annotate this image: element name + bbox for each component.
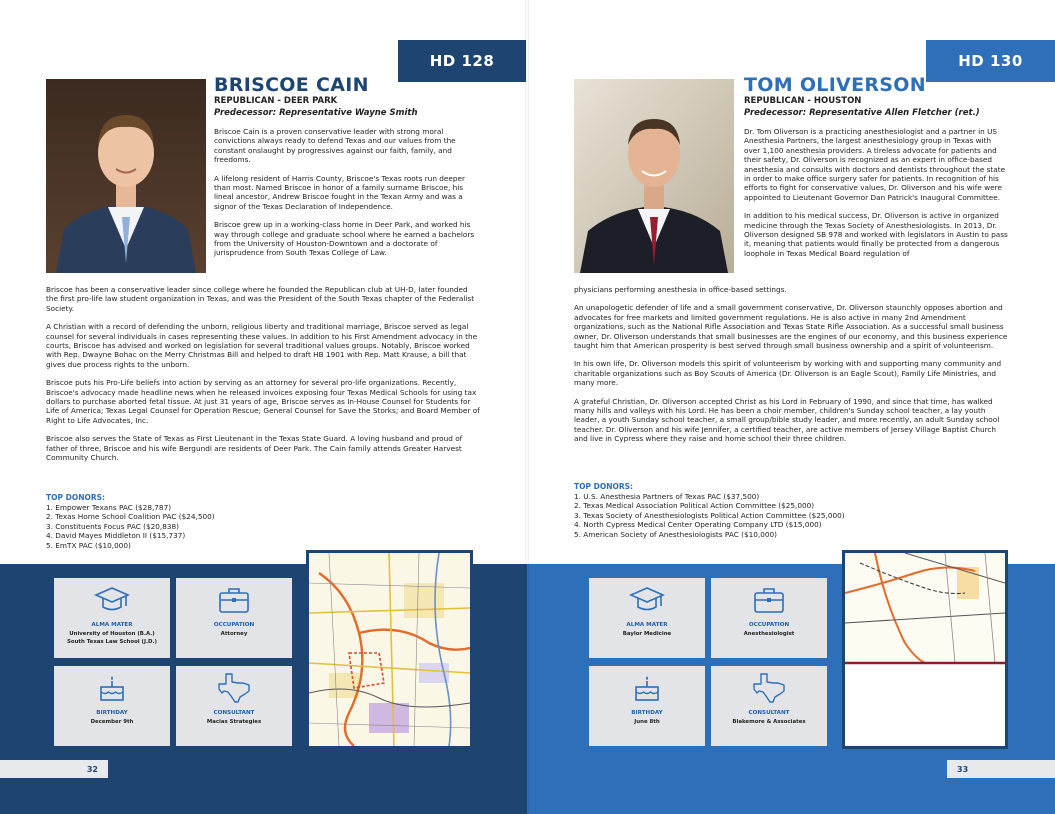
page-spine [525, 0, 529, 814]
alma-value: University of Houston (B.A.) [69, 631, 155, 637]
bio-paragraph: Briscoe puts his Pro-Life beliefs into action by serving as an attorney for several pro-life organizations. Recently, Briscoe's advocacy made headline news when he released invoices exposing four Texas Medical Schools for using tax dollars to purchase aborted fetal tissue. At just 31 years of age, Briscoe serves as In-House Counsel for Students for Life of America; Texas Legal Counsel for Operation Rescue; General Counsel for Save the Storks; and Board Member of Right to Life Advocates, Inc. [46, 378, 480, 425]
tile-label: CONSULTANT [748, 710, 790, 716]
bio-body [46, 285, 480, 472]
district-badge: HD 128 [398, 40, 526, 82]
bio-paragraph: A lifelong resident of Harris County, Briscoe's Texas roots run deeper than most. Named Briscoe in honor of a family surname Briscoe, his lineal ancestor, Andrew Briscoe fought in the Texan Army and was a signor of the Texas Declaration of Independence. [214, 173, 466, 211]
birthday-cake-icon [94, 672, 130, 704]
tile-label: OCCUPATION [748, 622, 790, 628]
tile-value [591, 631, 703, 639]
donors-heading: TOP DONORS: [46, 493, 106, 502]
donor-item: 1. U.S. Anesthesia Partners of Texas PAC ($37,500) [574, 491, 760, 501]
tile-label: BIRTHDAY [631, 710, 663, 716]
bio-paragraph: Dr. Tom Oliverson is a practicing anesthesiologist and a partner in US Anesthesia Partners, the largest anesthesiology group in Texas with over 1,100 anesthesia providers. A tireless advocate for patients and their safety, Dr. Oliverson is recognized as an expert in office-based anesthesia and consults with doctors and dentists throughout the state in order to make office surgery safer for patients. In recognition of his efforts to fight for conservative values, Dr. Oliverson and his wife were appointed to Lieutenant Governor Dan Patrick's Inaugural Committee. [744, 127, 1006, 202]
candidate-name: BRISCOE CAIN [214, 74, 369, 96]
candidate-predecessor: Predecessor: Representative Allen Fletcher (ret.) [744, 108, 980, 118]
alma-value: Baylor Medicine [622, 631, 672, 637]
occupation-tile [711, 578, 827, 658]
candidate-party: REPUBLICAN - HOUSTON [744, 96, 862, 106]
tile-value [56, 631, 168, 646]
bio-paragraph: In his own life, Dr. Oliverson models this spirit of volunteerism by working with and supporting many community and charitable organizations such as Boy Scouts of America (Dr. Oliverson is an Eagle Scout), Family Life Ministries, and many more. [574, 359, 1002, 388]
tile-value: Macias Strategies [206, 719, 262, 725]
top-donors [46, 493, 215, 551]
district-map [306, 550, 473, 749]
donor-item: 2. Texas Home School Coalition PAC ($24,500) [46, 512, 215, 522]
bio-intro [214, 127, 479, 267]
texas-outline-icon [216, 672, 252, 704]
tile-label: ALMA MATER [91, 622, 133, 628]
tile-label: OCCUPATION [213, 622, 255, 628]
candidate-photo [46, 79, 206, 273]
birthday-tile [54, 666, 170, 746]
tile-value: Blakemore & Associates [732, 719, 806, 725]
alma-value: South Texas Law School (J.D.) [66, 638, 157, 645]
page-number: 32 [0, 760, 108, 778]
donor-item: 3. Texas Society of Anesthesiologists Political Action Committee ($25,000) [574, 510, 845, 520]
donor-item: 4. David Mayes Middleton II ($15,737) [46, 531, 186, 541]
page-left [0, 0, 527, 814]
donor-item: 5. American Society of Anesthesiologists PAC ($10,000) [574, 529, 777, 539]
consultant-tile [176, 666, 292, 746]
district-badge: HD 130 [926, 40, 1055, 82]
birthday-tile [589, 666, 705, 746]
bio-paragraph: A Christian with a record of defending the unborn, religious liberty and traditional marriage, Briscoe served as legal counsel for several individuals in cases representing these values. In addition to his First Amendment advocacy in the courts, Briscoe has advised and worked on legislation for several traditional values groups. Notably, Briscoe worked with Rep. Dwayne Bohac on the Merry Christmas Bill and helped to draft HB 1901 with Rep. Matt Krause, a bill that gives due process rights to the unborn. [46, 322, 478, 369]
bio-paragraph: physicians performing anesthesia in office-based settings. [574, 285, 787, 294]
candidate-party: REPUBLICAN - DEER PARK [214, 96, 338, 106]
tile-label: ALMA MATER [626, 622, 668, 628]
tile-label: CONSULTANT [213, 710, 255, 716]
bio-paragraph: Briscoe Cain is a proven conservative leader with strong moral convictions always ready to defend Texas and our values from the constant onslaught by progressives against our faith, family, and freedoms. [214, 127, 456, 165]
graduation-cap-icon [629, 584, 665, 616]
donors-heading: TOP DONORS: [574, 482, 634, 491]
bio-body [574, 285, 1008, 453]
tile-label: BIRTHDAY [96, 710, 128, 716]
tile-value: December 9th [90, 719, 134, 725]
occupation-tile [176, 578, 292, 658]
donor-item: 4. North Cypress Medical Center Operating Company LTD ($15,000) [574, 520, 822, 530]
candidate-name: TOM OLIVERSON [744, 74, 926, 96]
donor-item: 2. Texas Medical Association Political Action Committee ($25,000) [574, 501, 815, 511]
briefcase-icon [751, 584, 787, 616]
top-donors [574, 482, 845, 540]
candidate-photo [574, 79, 734, 273]
candidate-predecessor: Predecessor: Representative Wayne Smith [214, 108, 418, 118]
district-map [842, 550, 1008, 749]
bio-paragraph: Briscoe grew up in a working-class home in Deer Park, and worked his way through college and graduate school where he earned a bachelors from the University of Houston-Downtown and a doctorate of jurisprudence from South Texas College of Law. [214, 220, 475, 258]
page-number: 33 [947, 760, 1055, 778]
tile-value: June 8th [634, 719, 660, 725]
bio-paragraph: An unapologetic defender of life and a small government conservative, Dr. Oliverson staunchly opposes abortion and advocates for free markets and limited government regulations. He is also active in many 2nd Amendment organizations, such as the National Rifle Association and Texas State Rifle Association. As a successful small business owner, Dr. Oliverson understands that small businesses are the engines of our economy, and this business experience taught him that American prosperity is best served through small business ownership and a spirit of volunteerism. [574, 303, 1008, 351]
bio-paragraph: In addition to his medical success, Dr. Oliverson is active in organized medicine through the Texas Society of Anesthesiologists. In 2013, Dr. Oliverson designed SB 978 and worked with legislators in Austin to pass it, meaning that patients would finally be protected from a dangerous loophole in Texas Medical Board regulation of [744, 211, 1008, 258]
alma-mater-tile [589, 578, 705, 658]
page-right [527, 0, 1055, 814]
graduation-cap-icon [94, 584, 130, 616]
birthday-cake-icon [629, 672, 665, 704]
donor-item: 3. Constituents Focus PAC ($20,838) [46, 521, 179, 531]
donor-item: 1. Empower Texans PAC ($28,787) [46, 502, 172, 512]
bio-paragraph: Briscoe has been a conservative leader since college where he founded the Republican club at UH-D, later founded the first pro-life law student organization in Texas, and was the President of the South Texas chapter of the Federalist Society. [46, 285, 475, 313]
texas-outline-icon [751, 672, 787, 704]
bio-intro [744, 127, 1009, 267]
bio-paragraph: A grateful Christian, Dr. Oliverson accepted Christ as his Lord in February of 1990, and since that time, has walked many hills and valleys with his Lord. He has been a choir member, children's Sunday school teacher, a lay youth leader, a youth Sunday school teacher, a small group/bible study leader, and more recently, an adult Sunday school teacher. Dr. Oliverson and his wife Jennifer, a certified teacher, are active members of Jersey Village Baptist Church and live in Cypress where they raise and home school their three children. [574, 396, 1000, 444]
alma-mater-tile [54, 578, 170, 658]
consultant-tile [711, 666, 827, 746]
tile-value: Anesthesiologist [743, 631, 795, 637]
briefcase-icon [216, 584, 252, 616]
tile-value: Attorney [220, 631, 248, 637]
donor-item: 5. EmTX PAC ($10,000) [46, 540, 131, 550]
bio-paragraph: Briscoe also serves the State of Texas as First Lieutenant in the Texas State Guard. A loving husband and proud of father of three, Briscoe and his wife Bergundi are residents of Deer Park. The Cain family attends Greater Harvest Community Church. [46, 434, 463, 463]
